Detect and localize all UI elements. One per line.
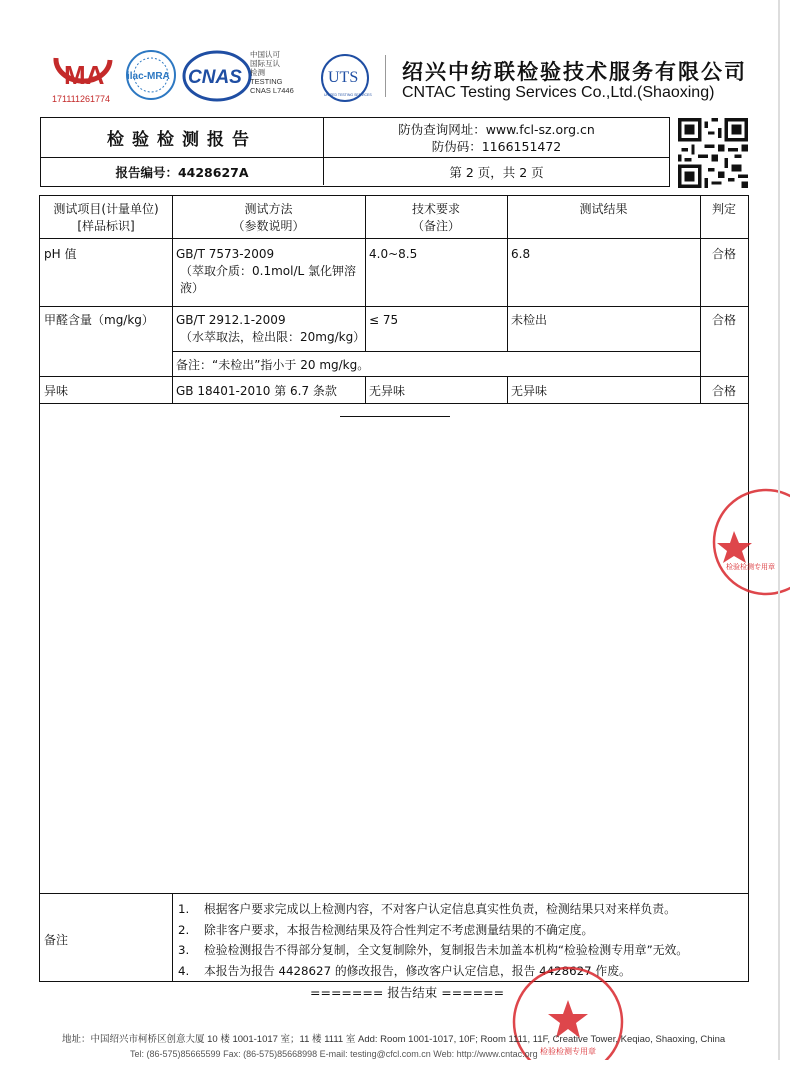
- row-formaldehyde-item: 甲醛含量（mg/kg）: [44, 313, 154, 327]
- row-ph-judge: 合格: [711, 247, 736, 261]
- row-formaldehyde-result: 未检出: [511, 313, 548, 327]
- page-bottom-edge: [0, 1060, 790, 1073]
- row-ph-method: [172, 243, 365, 300]
- remark-num: 4.: [178, 963, 190, 978]
- row-odor-result: 无异味: [511, 384, 548, 398]
- header-item-line1: 测试项目(计量单位): [53, 202, 159, 216]
- header-judge: 判定: [711, 202, 736, 216]
- anti-fake-url: 防伪查询网址：www.fcl-sz.org.cn: [398, 122, 595, 137]
- row-formaldehyde-method-note: （水萃取法，检出限：20mg/kg）: [180, 330, 366, 344]
- company-name-cn: 绍兴中纺联检验技术服务有限公司: [402, 60, 747, 84]
- remark-text: 根据客户要求完成以上检测内容，不对客户认定信息真实性负责，检测结果只对来样负责。: [204, 902, 676, 916]
- remark-item: [178, 899, 744, 920]
- uts-logo: [318, 52, 372, 104]
- header-method: [172, 198, 365, 238]
- row-formaldehyde-requirement: ≤ 75: [369, 313, 399, 327]
- remark-item: [178, 940, 744, 961]
- cert-number: 171111261774: [52, 94, 111, 104]
- remark-num: 1.: [178, 902, 190, 916]
- anti-fake-code: 防伪码：1166151472: [431, 139, 562, 154]
- header-req-line2: （备注）: [411, 219, 460, 233]
- grid-line: [40, 403, 748, 404]
- remark-item: [178, 920, 744, 941]
- header-requirement: [365, 198, 507, 238]
- report-title: 检验检测报告: [41, 118, 324, 158]
- row-formaldehyde-judge: 合格: [711, 313, 736, 327]
- cnas-en-2: CNAS L7446: [250, 86, 294, 95]
- ilac-mra-logo: [123, 48, 179, 102]
- row-ph-item: pH 值: [44, 247, 77, 261]
- ilac-text: ilac-MRA: [127, 71, 170, 82]
- cnas-accreditation-text: [250, 50, 294, 95]
- ma-text: MA: [64, 60, 105, 90]
- header-method-line1: 测试方法: [244, 202, 293, 216]
- row-formaldehyde-note: 备注：“未检出”指小于 20 mg/kg。: [176, 358, 370, 372]
- row-ph-result: 6.8: [511, 247, 531, 261]
- footer-address: 地址：中国绍兴市柯桥区创意大厦 10 楼 1001-1017 室；11 楼 1111 室 Add: Room 1001-1017, 10F; Room 1111, 11F, Creative Tower, Keqiao, Shaoxing, China: [62, 1034, 726, 1045]
- row-odor-method: GB 18401-2010 第 6.7 条款: [176, 384, 337, 398]
- grid-line: [40, 238, 748, 239]
- grid-line: [40, 306, 748, 307]
- cnas-cn-2: 国际互认: [250, 59, 280, 68]
- cnas-text: CNAS: [188, 67, 242, 88]
- remark-num: 3.: [178, 943, 190, 957]
- grid-line: [40, 893, 748, 894]
- grid-line: [700, 196, 701, 403]
- remark-num: 2.: [178, 922, 190, 937]
- stamp-bottom-text: 检验检测专用章: [540, 1047, 596, 1056]
- remark-text: 检验检测报告不得部分复制，全文复制除外，复制报告未加盖本机构“检验检测专用章”无效。: [204, 943, 689, 957]
- company-name-en: CNTAC Testing Services Co.,Ltd.(Shaoxing): [402, 84, 715, 101]
- official-stamp-bottom: [508, 962, 628, 1060]
- anti-fake-info: [324, 118, 669, 158]
- row-odor-item: 异味: [44, 384, 69, 398]
- header-result: 测试结果: [579, 202, 628, 216]
- uts-text: UTS: [328, 69, 359, 86]
- cnas-cn-3: 检测: [250, 68, 265, 77]
- stamp-top-text: 检验检测专用章: [726, 563, 775, 571]
- grid-line: [172, 351, 700, 352]
- row-formaldehyde-method: [172, 309, 365, 349]
- cnas-cn-1: 中国认可: [250, 50, 280, 59]
- remark-text: 除非客户要求，本报告检测结果及符合性判定不考虑测量结果的不确定度。: [204, 922, 594, 937]
- header-method-line2: （参数说明）: [232, 219, 305, 233]
- footer-contact: Tel: (86-575)85665599 Fax: (86-575)85668998 E-mail: testing@cfcl.com.cn Web: http://www.cntac.org: [130, 1049, 538, 1059]
- uts-subtext: UNITED TESTING SERVICES: [324, 93, 372, 97]
- page-info: 第 2 页，共 2 页: [449, 164, 544, 180]
- grid-line: [172, 893, 173, 982]
- header-divider: [385, 55, 386, 97]
- remark-item: [178, 961, 744, 982]
- remark-text: 本报告为报告 4428627 的修改报告，修改客户认定信息，报告 4428627 作废。: [204, 963, 631, 978]
- row-ph-requirement: 4.0~8.5: [369, 247, 418, 261]
- row-odor-requirement: 无异味: [369, 384, 406, 398]
- report-title-box: [40, 117, 670, 187]
- report-end-text: ======= 报告结束 ======: [310, 985, 505, 1000]
- remarks-label: 备注: [44, 933, 69, 947]
- header-item: [40, 198, 172, 238]
- row-odor-judge: 合格: [711, 384, 736, 398]
- header-req-line1: 技术要求: [411, 202, 460, 216]
- header-item-line2: [样品标识]: [77, 219, 135, 233]
- test-results-table: [39, 195, 749, 982]
- row-ph-method-note: （萃取介质：0.1mol/L 氯化钾溶液）: [180, 264, 356, 295]
- page-right-edge: [778, 0, 780, 1060]
- row-formaldehyde-method-std: GB/T 2912.1-2009: [176, 313, 286, 327]
- cnas-logo: [182, 48, 252, 104]
- cnas-en-1: TESTING: [250, 77, 283, 86]
- report-number: 报告编号：4428627A: [41, 158, 324, 185]
- remarks-list: [174, 896, 748, 984]
- qr-code-icon: [678, 118, 748, 188]
- end-of-data-line: [340, 416, 450, 417]
- row-ph-method-std: GB/T 7573-2009: [176, 247, 275, 261]
